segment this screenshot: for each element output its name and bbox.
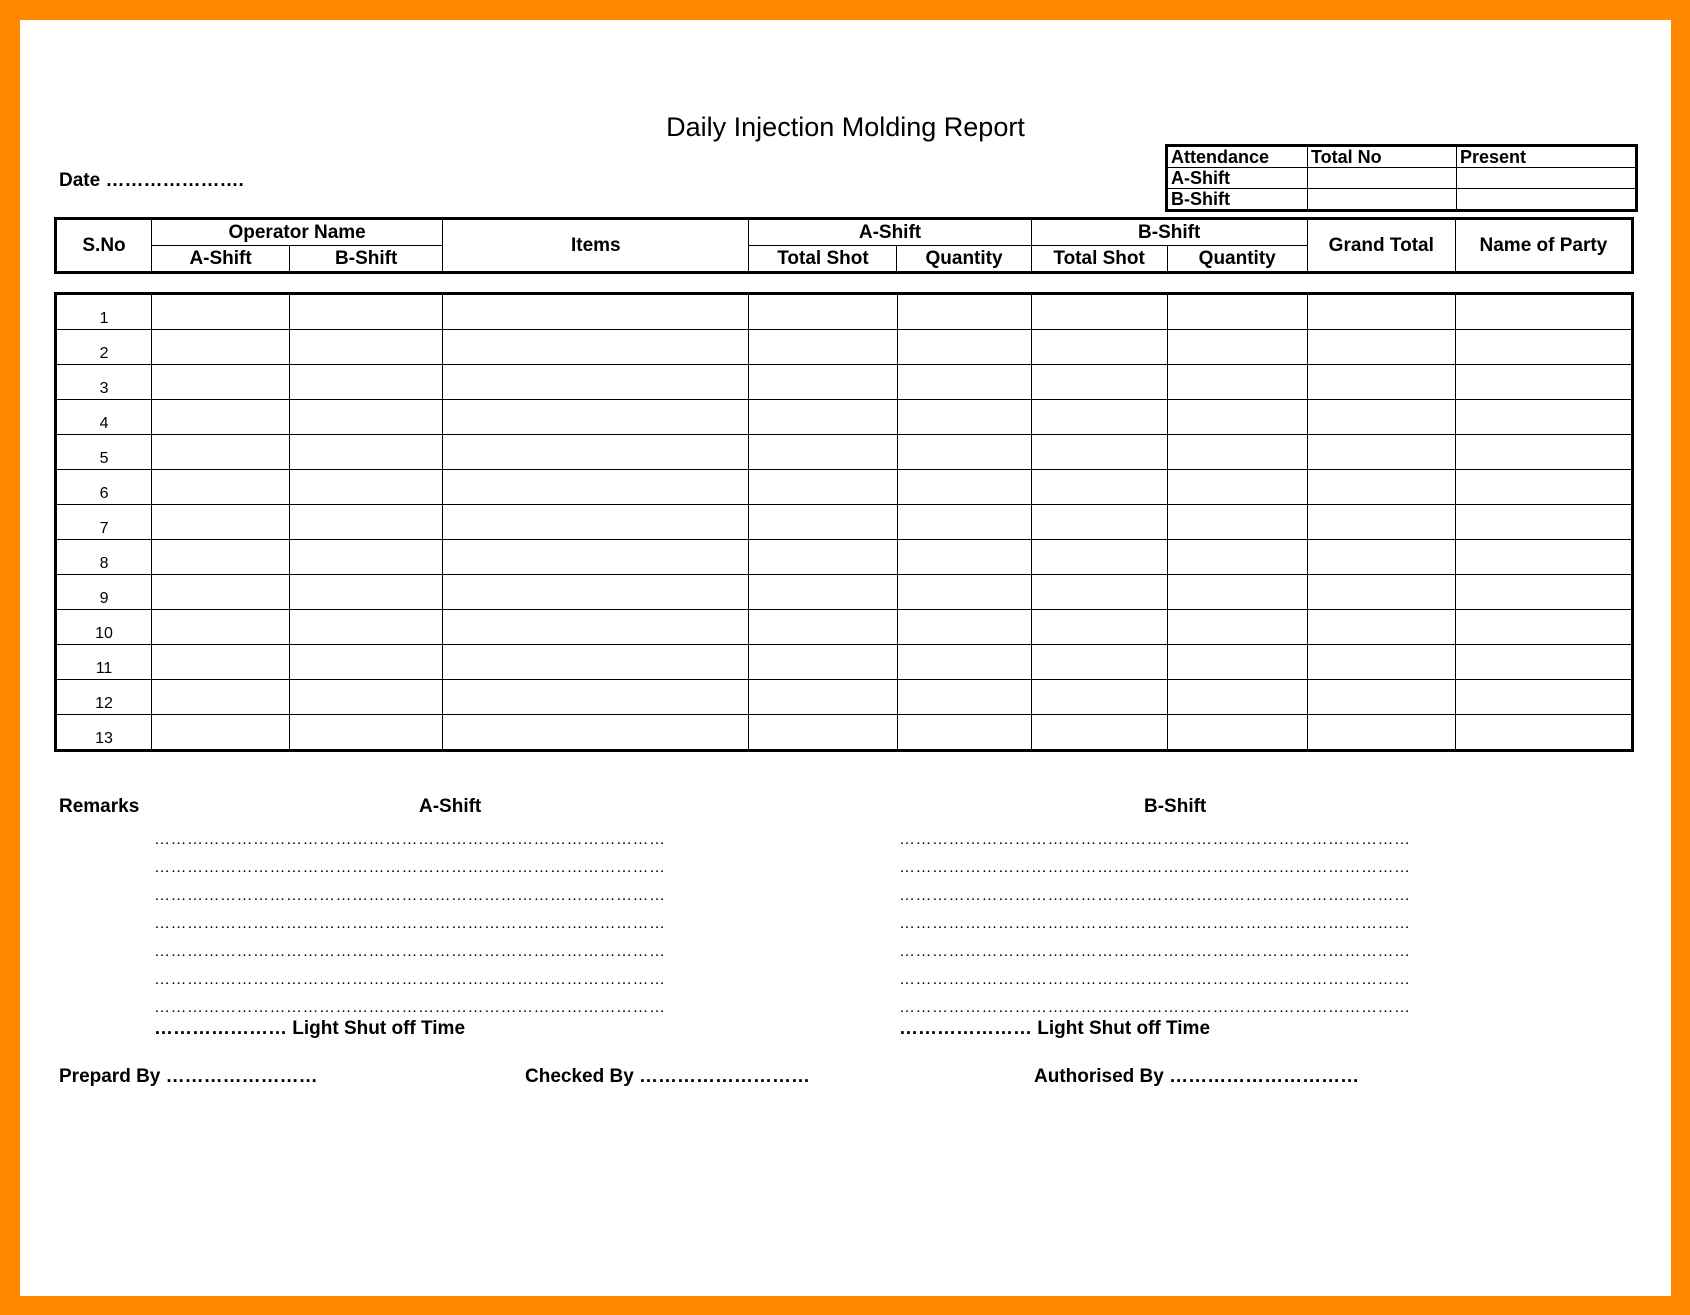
table-cell[interactable] (897, 330, 1031, 365)
table-cell[interactable] (897, 575, 1031, 610)
remark-line[interactable]: ………………………………………………………………………………… (154, 971, 666, 988)
table-cell[interactable] (152, 365, 290, 400)
table-cell[interactable] (1307, 435, 1455, 470)
table-cell[interactable] (1167, 610, 1307, 645)
row-number: 6 (56, 470, 152, 505)
table-cell[interactable] (152, 505, 290, 540)
table-cell[interactable] (1307, 400, 1455, 435)
table-cell[interactable] (1455, 540, 1632, 575)
table-cell[interactable] (1167, 680, 1307, 715)
a-shift-header: A-Shift (749, 219, 1031, 246)
report-sheet (20, 20, 1671, 1296)
table-cell[interactable] (443, 400, 749, 435)
table-cell[interactable] (152, 470, 290, 505)
table-cell[interactable] (897, 645, 1031, 680)
table-cell[interactable] (290, 680, 443, 715)
row-number: 4 (56, 400, 152, 435)
table-cell[interactable] (1307, 645, 1455, 680)
table-cell[interactable] (897, 435, 1031, 470)
row-number: 1 (56, 294, 152, 330)
remark-line[interactable]: ………………………………………………………………………………… (154, 831, 666, 848)
name-of-party-header: Name of Party (1455, 219, 1632, 273)
table-cell[interactable] (152, 575, 290, 610)
table-cell[interactable] (1031, 645, 1167, 680)
remark-line[interactable]: ………………………………………………………………………………… (899, 915, 1411, 932)
attendance-header: Attendance (1167, 146, 1308, 168)
table-cell[interactable] (1455, 505, 1632, 540)
remark-line[interactable]: ………………………………………………………………………………… (899, 999, 1411, 1016)
remark-line[interactable]: ………………………………………………………………………………… (154, 887, 666, 904)
table-cell[interactable] (1307, 540, 1455, 575)
total-no-header: Total No (1308, 146, 1457, 168)
table-cell[interactable] (1167, 505, 1307, 540)
table-cell[interactable] (152, 540, 290, 575)
date-field[interactable]: Date …………………. (59, 170, 244, 191)
table-cell[interactable] (1455, 645, 1632, 680)
table-cell[interactable] (290, 715, 443, 751)
table-cell[interactable] (897, 540, 1031, 575)
remark-line[interactable]: ………………………………………………………………………………… (154, 999, 666, 1016)
table-cell[interactable] (1031, 575, 1167, 610)
remark-line[interactable]: ………………………………………………………………………………… (899, 943, 1411, 960)
b-total-shot-header: Total Shot (1031, 246, 1167, 273)
report-data-table (54, 292, 1634, 752)
table-cell[interactable] (897, 505, 1031, 540)
table-cell[interactable] (749, 365, 897, 400)
attendance-table (1165, 144, 1638, 212)
table-cell[interactable] (152, 294, 290, 330)
table-cell[interactable] (290, 365, 443, 400)
table-cell[interactable] (1031, 365, 1167, 400)
table-cell[interactable] (1455, 715, 1632, 751)
row-number: 5 (56, 435, 152, 470)
table-row (56, 715, 1633, 751)
table-cell[interactable] (1031, 470, 1167, 505)
row-number: 8 (56, 540, 152, 575)
table-cell[interactable] (443, 365, 749, 400)
table-cell[interactable] (152, 330, 290, 365)
remarks-a-shift-lines (154, 826, 734, 1022)
sno-header: S.No (56, 219, 152, 273)
table-cell[interactable] (749, 645, 897, 680)
table-cell[interactable] (1031, 715, 1167, 751)
table-cell[interactable] (1167, 470, 1307, 505)
report-header-table (54, 217, 1634, 274)
row-number: 7 (56, 505, 152, 540)
row-number: 3 (56, 365, 152, 400)
table-cell[interactable] (1167, 330, 1307, 365)
b-quantity-header: Quantity (1167, 246, 1307, 273)
table-cell[interactable] (749, 540, 897, 575)
table-cell[interactable] (897, 610, 1031, 645)
table-row (56, 470, 1633, 505)
remarks-b-shift-label: B-Shift (1144, 796, 1207, 817)
remark-line[interactable]: ………………………………………………………………………………… (154, 859, 666, 876)
table-cell[interactable] (443, 610, 749, 645)
table-cell[interactable] (1167, 645, 1307, 680)
table-cell[interactable] (1307, 294, 1455, 330)
table-cell[interactable] (152, 680, 290, 715)
remark-line[interactable]: ………………………………………………………………………………… (899, 971, 1411, 988)
table-row (56, 435, 1633, 470)
prepared-by-field[interactable]: Prepard By …………………… (59, 1066, 318, 1087)
table-cell[interactable] (290, 330, 443, 365)
table-cell[interactable] (290, 610, 443, 645)
table-cell[interactable] (897, 400, 1031, 435)
table-cell[interactable] (897, 680, 1031, 715)
attendance-b-total-cell[interactable] (1308, 189, 1457, 211)
operator-name-header: Operator Name (152, 219, 443, 246)
table-cell[interactable] (1031, 330, 1167, 365)
table-cell[interactable] (1167, 435, 1307, 470)
table-cell[interactable] (1307, 505, 1455, 540)
a-light-shut-off-time[interactable]: ………………… Light Shut off Time (154, 1018, 466, 1039)
table-row (56, 540, 1633, 575)
remark-line[interactable]: ………………………………………………………………………………… (899, 831, 1411, 848)
table-cell[interactable] (443, 435, 749, 470)
table-cell[interactable] (749, 294, 897, 330)
table-cell[interactable] (1167, 575, 1307, 610)
a-total-shot-header: Total Shot (749, 246, 897, 273)
remark-line[interactable]: ………………………………………………………………………………… (899, 887, 1411, 904)
remark-line[interactable]: ………………………………………………………………………………… (899, 859, 1411, 876)
table-cell[interactable] (749, 505, 897, 540)
table-cell[interactable] (1455, 330, 1632, 365)
table-cell[interactable] (1455, 470, 1632, 505)
table-cell[interactable] (897, 715, 1031, 751)
table-cell[interactable] (443, 505, 749, 540)
table-cell[interactable] (1455, 435, 1632, 470)
table-cell[interactable] (443, 645, 749, 680)
table-cell[interactable] (749, 610, 897, 645)
table-row (56, 294, 1633, 330)
table-cell[interactable] (749, 330, 897, 365)
table-cell[interactable] (1167, 294, 1307, 330)
table-cell[interactable] (1307, 330, 1455, 365)
table-cell[interactable] (290, 294, 443, 330)
table-cell[interactable] (1167, 365, 1307, 400)
table-cell[interactable] (443, 540, 749, 575)
table-cell[interactable] (1307, 610, 1455, 645)
table-cell[interactable] (443, 470, 749, 505)
authorised-by-field[interactable]: Authorised By ………………………… (1034, 1066, 1360, 1087)
row-number: 12 (56, 680, 152, 715)
table-cell[interactable] (1031, 610, 1167, 645)
b-shift-header: B-Shift (1031, 219, 1307, 246)
table-cell[interactable] (443, 715, 749, 751)
table-cell[interactable] (152, 715, 290, 751)
table-cell[interactable] (749, 400, 897, 435)
table-cell[interactable] (152, 645, 290, 680)
table-cell[interactable] (1031, 505, 1167, 540)
row-number: 9 (56, 575, 152, 610)
table-cell[interactable] (1031, 680, 1167, 715)
table-row (56, 400, 1633, 435)
table-cell[interactable] (749, 680, 897, 715)
table-cell[interactable] (290, 540, 443, 575)
table-cell[interactable] (1167, 400, 1307, 435)
table-cell[interactable] (1455, 610, 1632, 645)
table-cell[interactable] (290, 435, 443, 470)
table-cell[interactable] (443, 680, 749, 715)
items-header: Items (443, 219, 749, 273)
table-cell[interactable] (1307, 470, 1455, 505)
table-row (56, 680, 1633, 715)
table-cell[interactable] (443, 575, 749, 610)
table-row (56, 505, 1633, 540)
table-row (56, 365, 1633, 400)
remark-line[interactable]: ………………………………………………………………………………… (154, 943, 666, 960)
row-number: 13 (56, 715, 152, 751)
table-cell[interactable] (152, 435, 290, 470)
grand-total-header: Grand Total (1307, 219, 1455, 273)
table-row (56, 645, 1633, 680)
present-header: Present (1457, 146, 1637, 168)
attendance-a-total-cell[interactable] (1308, 168, 1457, 189)
operator-a-shift-header: A-Shift (152, 246, 290, 273)
table-cell[interactable] (749, 715, 897, 751)
table-cell[interactable] (152, 400, 290, 435)
table-cell[interactable] (897, 294, 1031, 330)
table-cell[interactable] (897, 365, 1031, 400)
table-cell[interactable] (443, 294, 749, 330)
table-cell[interactable] (1455, 575, 1632, 610)
b-light-shut-off-time[interactable]: ………………… Light Shut off Time (899, 1018, 1211, 1039)
remark-line[interactable]: ………………………………………………………………………………… (154, 915, 666, 932)
table-cell[interactable] (1167, 540, 1307, 575)
remarks-a-shift-label: A-Shift (419, 796, 482, 817)
table-row (56, 610, 1633, 645)
table-cell[interactable] (1031, 400, 1167, 435)
table-cell[interactable] (1455, 400, 1632, 435)
table-cell[interactable] (897, 470, 1031, 505)
table-cell[interactable] (290, 505, 443, 540)
attendance-b-shift-label: B-Shift (1167, 189, 1308, 211)
checked-by-field[interactable]: Checked By ……………………… (525, 1066, 811, 1087)
table-cell[interactable] (1031, 294, 1167, 330)
attendance-a-shift-label: A-Shift (1167, 168, 1308, 189)
remarks-label: Remarks (59, 796, 140, 817)
table-cell[interactable] (1307, 680, 1455, 715)
table-cell[interactable] (1031, 540, 1167, 575)
table-cell[interactable] (152, 610, 290, 645)
attendance-a-present-cell[interactable] (1457, 168, 1637, 189)
table-cell[interactable] (290, 575, 443, 610)
table-cell[interactable] (290, 470, 443, 505)
row-number: 10 (56, 610, 152, 645)
table-cell[interactable] (290, 400, 443, 435)
table-cell[interactable] (1455, 680, 1632, 715)
table-cell[interactable] (749, 575, 897, 610)
table-cell[interactable] (443, 330, 749, 365)
table-cell[interactable] (1167, 715, 1307, 751)
row-number: 2 (56, 330, 152, 365)
table-row (56, 330, 1633, 365)
table-cell[interactable] (1031, 435, 1167, 470)
table-cell[interactable] (1307, 365, 1455, 400)
table-cell[interactable] (1455, 365, 1632, 400)
report-title: Daily Injection Molding Report (666, 112, 1025, 142)
table-cell[interactable] (1307, 715, 1455, 751)
table-row (56, 575, 1633, 610)
table-cell[interactable] (290, 645, 443, 680)
table-cell[interactable] (1307, 575, 1455, 610)
remarks-b-shift-lines (899, 826, 1479, 1022)
table-cell[interactable] (749, 470, 897, 505)
attendance-b-present-cell[interactable] (1457, 189, 1637, 211)
table-cell[interactable] (749, 435, 897, 470)
operator-b-shift-header: B-Shift (290, 246, 443, 273)
row-number: 11 (56, 645, 152, 680)
a-quantity-header: Quantity (897, 246, 1031, 273)
table-cell[interactable] (1455, 294, 1632, 330)
